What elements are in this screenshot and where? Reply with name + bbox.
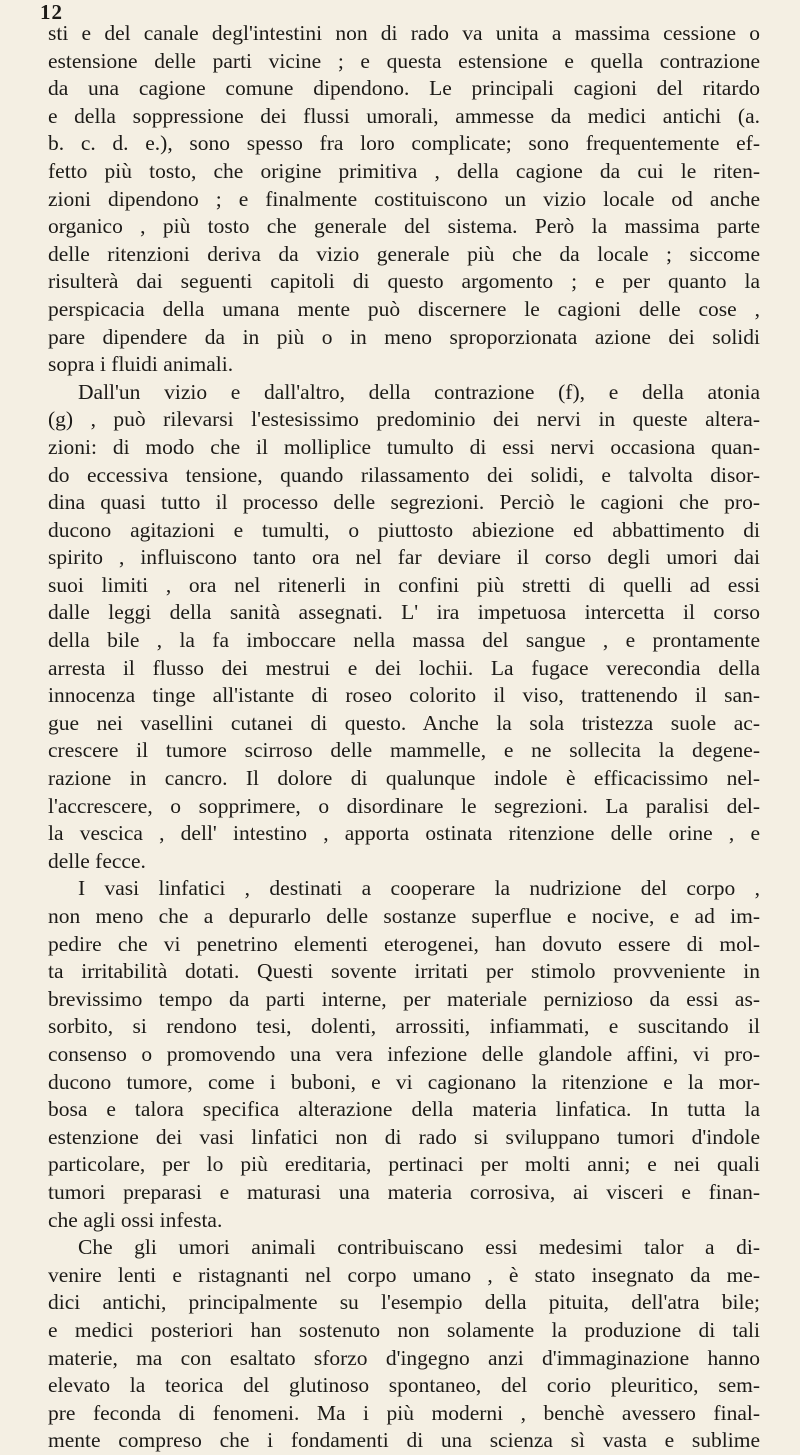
text-line: che agli ossi infesta.	[48, 1207, 223, 1232]
text-line: Dall'un vizio e dall'altro, della contrazione (f), e della atonia	[78, 379, 760, 404]
text-line: I vasi linfatici , destinati a cooperare la nudrizione del corpo ,	[78, 876, 760, 901]
text-line: sorbito, si rendono tesi, dolenti, arrossiti, infiammati, e suscitando il	[48, 1014, 760, 1039]
text-line: pedire che vi penetrino elementi eterogenei, han dovuto essere di mol-	[48, 931, 760, 956]
text-line: consenso o promovendo una vera infezione delle glandole affini, vi pro-	[48, 1041, 760, 1066]
text-line: gue nei vasellini cutanei di questo. Anche la sola tristezza suole ac-	[48, 710, 760, 735]
text-line: dalle leggi della sanità assegnati. L' ira impetuosa intercetta il corso	[48, 600, 760, 625]
text-line: spirito , influiscono tanto ora nel far deviare il corso degli umori dai	[48, 545, 760, 570]
text-line: particolare, per lo più ereditaria, pertinaci per molti anni; e nei quali	[48, 1152, 760, 1177]
text-line: ducono agitazioni e tumulti, o piuttosto abiezione ed abbattimento di	[48, 517, 760, 542]
page-number: 12	[40, 0, 63, 24]
text-line: sti e del canale degl'intestini non di rado va unita a massima cessione o	[48, 21, 760, 45]
text-line: innocenza tinge all'istante di roseo colorito il viso, trattenendo il san-	[48, 683, 760, 708]
text-line: zioni dipendono ; e finalmente costituiscono un vizio locale od anche	[48, 186, 760, 211]
text-line: l'accrescere, o sopprimere, o disordinare le segrezioni. La paralisi del-	[48, 793, 760, 818]
text-line: brevissimo tempo da parti interne, per materiale pernizioso da essi as-	[48, 986, 760, 1011]
text-line: delle ritenzioni deriva da vizio generale più che da locale ; siccome	[48, 241, 760, 266]
text-line: perspicacia della umana mente può discernere le cagioni delle cose ,	[48, 296, 760, 321]
text-line: non meno che a depurarlo delle sostanze superflue e nocive, e ad im-	[48, 904, 760, 928]
text-line: della bile , la fa imboccare nella massa del sangue , e prontamente	[48, 628, 760, 653]
text-line: ducono tumore, come i buboni, e vi cagionano la ritenzione e la mor-	[48, 1069, 760, 1094]
text-line: fetto più tosto, che origine primitiva , della cagione da cui le riten-	[48, 158, 760, 183]
text-line: delle fecce.	[48, 848, 146, 873]
text-line: la vescica , dell' intestino , apporta ostinata ritenzione delle orine , e	[48, 821, 760, 846]
text-line: pare dipendere da in più o in meno sproporzionata azione dei solidi	[48, 324, 760, 349]
text-line: Che gli umori animali contribuiscano essi medesimi talor a di-	[78, 1235, 760, 1260]
text-line: materie, ma con esaltato sforzo d'ingegno anzi d'immaginazione hanno	[48, 1345, 760, 1370]
text-line: bosa e talora specifica alterazione della materia linfatica. In tutta la	[48, 1097, 760, 1122]
text-line: tumori preparasi e maturasi una materia corrosiva, ai visceri e finan-	[48, 1179, 760, 1204]
text-line: e medici posteriori han sostenuto non solamente la produzione di tali	[48, 1317, 760, 1342]
text-line: venire lenti e ristagnanti nel corpo umano , è stato insegnato da me-	[48, 1262, 760, 1287]
text-line: suoi limiti , ora nel ritenerli in confini più stretti di quelli ad essi	[48, 572, 760, 597]
text-line: arresta il flusso dei mestrui e dei lochii. La fugace verecondia della	[48, 655, 760, 680]
text-line: razione in cancro. Il dolore di qualunque indole è efficacissimo nel-	[48, 766, 760, 791]
text-line: ta irritabilità dotati. Questi sovente irritati per stimolo provveniente in	[48, 959, 760, 984]
text-line: e della soppressione dei flussi umorali, ammesse da medici antichi (a.	[48, 103, 760, 128]
text-line: mente compreso che i fondamenti di una scienza sì vasta e sublime	[48, 1428, 760, 1453]
text-line: risulterà dai seguenti capitoli di questo argomento ; e per quanto la	[48, 269, 760, 294]
text-line: dici antichi, principalmente su l'esempio della pituita, dell'atra bile;	[48, 1290, 760, 1315]
text-line: estensione delle parti vicine ; e questa estensione e quella contrazione	[48, 48, 760, 73]
text-line: (g) , può rilevarsi l'estesissimo predominio dei nervi in queste altera-	[48, 407, 760, 432]
text-line: do eccessiva tensione, quando rilassamento dei solidi, e talvolta disor-	[48, 462, 760, 487]
text-line: elevato la teorica del glutinoso spontaneo, del corio pleuritico, sem-	[48, 1373, 760, 1398]
text-line: crescere il tumore scirroso delle mammelle, e ne sollecita la degene-	[48, 738, 760, 763]
text-line: da una cagione comune dipendono. Le principali cagioni del ritardo	[48, 76, 760, 101]
text-line: zioni: di modo che il molliplice tumulto di essi nervi occasiona quan-	[48, 434, 760, 459]
body-text	[48, 20, 760, 1455]
text-line: estenzione dei vasi linfatici non di rado si sviluppano tumori d'indole	[48, 1124, 760, 1149]
text-line: sopra i fluidi animali.	[48, 352, 234, 377]
text-line: organico , più tosto che generale del sistema. Però la massima parte	[48, 214, 760, 239]
text-line: dina quasi tutto il processo delle segrezioni. Perciò le cagioni che pro-	[48, 490, 760, 515]
text-line: b. c. d. e.), sono spesso fra loro complicate; sono frequentemente ef-	[48, 131, 760, 156]
text-line: pre feconda di fenomeni. Ma i più moderni , benchè avessero final-	[48, 1400, 760, 1425]
